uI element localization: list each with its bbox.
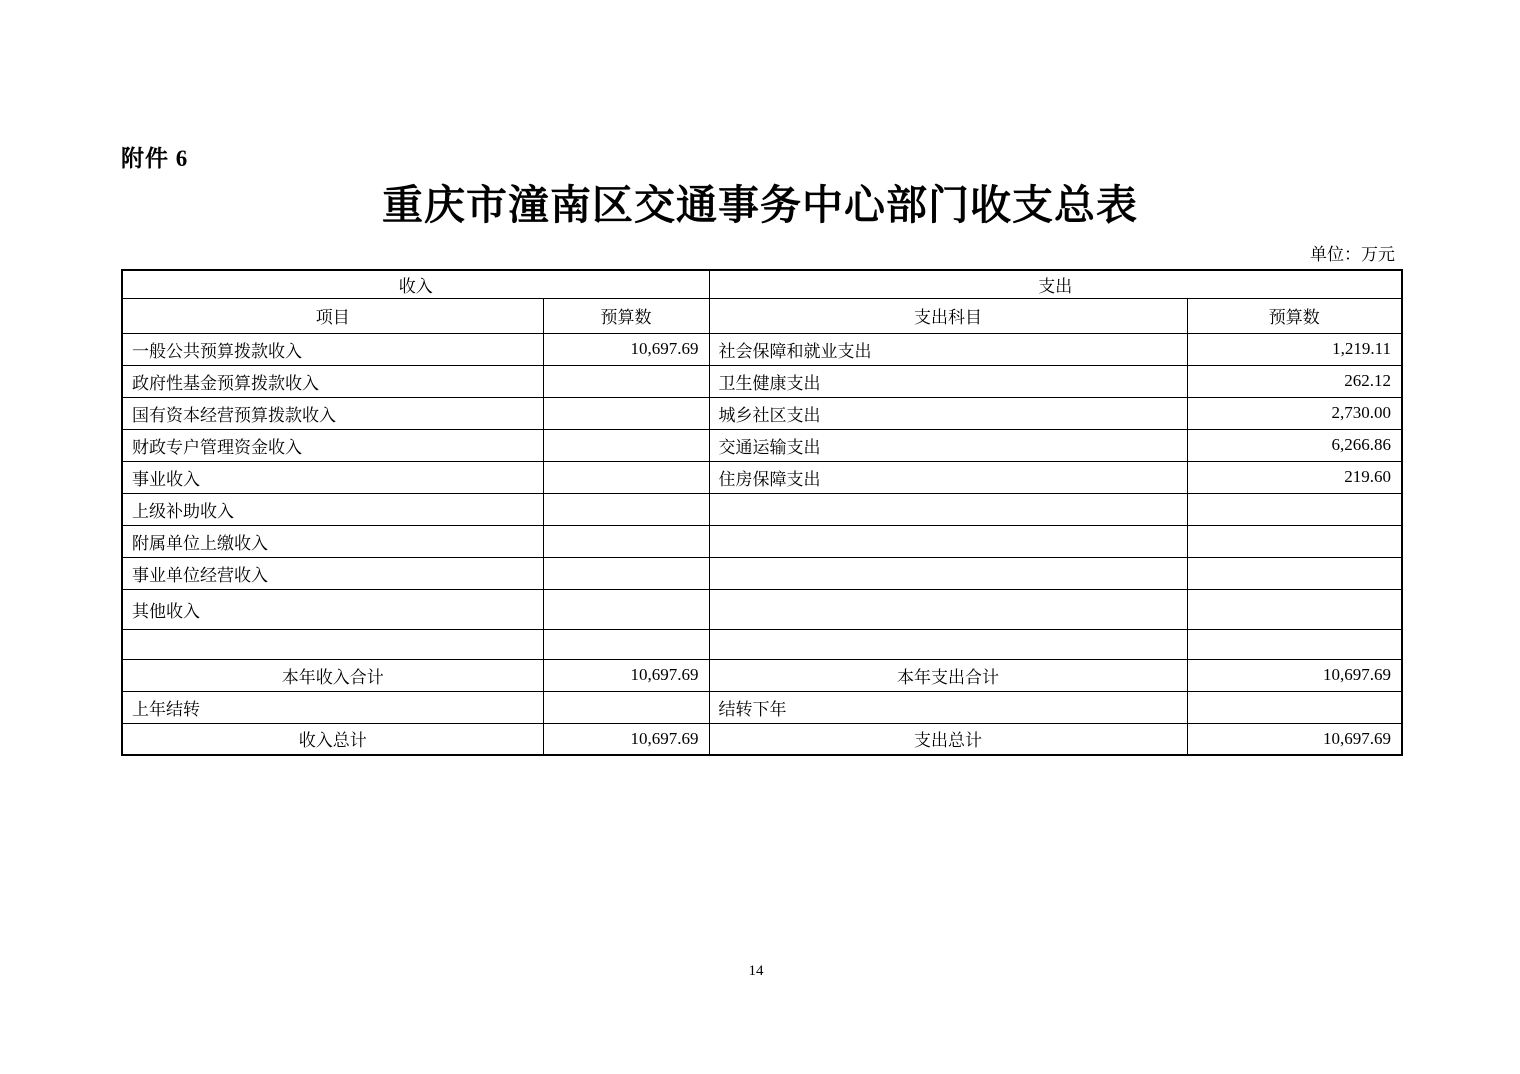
section-header-row — [122, 270, 1402, 298]
expense-value-cell — [1187, 493, 1402, 525]
expense-item-cell: 支出总计 — [709, 723, 1187, 755]
page-title: 重庆市潼南区交通事务中心部门收支总表 — [382, 182, 1138, 228]
income-item-column-header: 项目 — [122, 298, 543, 333]
income-value-cell: 10,697.69 — [543, 723, 709, 755]
income-value-cell — [543, 557, 709, 589]
income-item-cell: 上级补助收入 — [122, 493, 543, 525]
table-row — [122, 659, 1402, 691]
expense-item-cell: 住房保障支出 — [709, 461, 1187, 493]
income-item-cell: 事业收入 — [122, 461, 543, 493]
table-row — [122, 493, 1402, 525]
table-row — [122, 691, 1402, 723]
expense-item-cell — [709, 493, 1187, 525]
income-item-cell: 其他收入 — [122, 589, 543, 629]
expense-value-cell: 262.12 — [1187, 365, 1402, 397]
expense-item-cell: 社会保障和就业支出 — [709, 333, 1187, 365]
income-value-cell — [543, 365, 709, 397]
expense-item-cell: 城乡社区支出 — [709, 397, 1187, 429]
table-row — [122, 589, 1402, 629]
income-item-cell: 事业单位经营收入 — [122, 557, 543, 589]
table-head — [122, 270, 1402, 333]
expense-value-cell: 10,697.69 — [1187, 659, 1402, 691]
expense-item-cell — [709, 557, 1187, 589]
income-item-cell: 收入总计 — [122, 723, 543, 755]
table-row — [122, 629, 1402, 659]
expense-value-cell: 1,219.11 — [1187, 333, 1402, 365]
expense-value-cell: 219.60 — [1187, 461, 1402, 493]
expense-item-cell — [709, 589, 1187, 629]
income-value-cell — [543, 397, 709, 429]
income-item-cell: 本年收入合计 — [122, 659, 543, 691]
expense-item-cell — [709, 525, 1187, 557]
income-value-cell: 10,697.69 — [543, 659, 709, 691]
expense-value-cell: 10,697.69 — [1187, 723, 1402, 755]
table-row — [122, 557, 1402, 589]
table-row — [122, 461, 1402, 493]
expense-section-header: 支出 — [709, 270, 1402, 298]
expense-value-cell — [1187, 691, 1402, 723]
budget-summary-table — [121, 269, 1403, 756]
income-item-cell: 政府性基金预算拨款收入 — [122, 365, 543, 397]
expense-value-cell — [1187, 629, 1402, 659]
table-body — [122, 333, 1402, 755]
expense-value-cell: 6,266.86 — [1187, 429, 1402, 461]
income-budget-column-header: 预算数 — [543, 298, 709, 333]
expense-budget-column-header: 预算数 — [1187, 298, 1402, 333]
column-header-row — [122, 298, 1402, 333]
expense-value-cell — [1187, 557, 1402, 589]
income-item-cell — [122, 629, 543, 659]
expense-item-column-header: 支出科目 — [709, 298, 1187, 333]
income-item-cell: 附属单位上缴收入 — [122, 525, 543, 557]
expense-item-cell: 交通运输支出 — [709, 429, 1187, 461]
income-value-cell — [543, 629, 709, 659]
table-row — [122, 397, 1402, 429]
table-row — [122, 723, 1402, 755]
income-value-cell: 10,697.69 — [543, 333, 709, 365]
expense-item-cell: 结转下年 — [709, 691, 1187, 723]
table-row — [122, 525, 1402, 557]
table-row — [122, 429, 1402, 461]
expense-item-cell: 卫生健康支出 — [709, 365, 1187, 397]
income-value-cell — [543, 461, 709, 493]
expense-value-cell: 2,730.00 — [1187, 397, 1402, 429]
income-value-cell — [543, 691, 709, 723]
income-value-cell — [543, 589, 709, 629]
income-item-cell: 上年结转 — [122, 691, 543, 723]
income-value-cell — [543, 493, 709, 525]
income-value-cell — [543, 525, 709, 557]
expense-value-cell — [1187, 589, 1402, 629]
expense-item-cell — [709, 629, 1187, 659]
expense-item-cell: 本年支出合计 — [709, 659, 1187, 691]
page-number: 14 — [748, 963, 764, 979]
income-value-cell — [543, 429, 709, 461]
table-row — [122, 365, 1402, 397]
attachment-label: 附件 6 — [121, 146, 189, 171]
table-row — [122, 333, 1402, 365]
unit-note: 单位：万元 — [1310, 245, 1395, 264]
income-section-header: 收入 — [122, 270, 709, 298]
income-item-cell: 财政专户管理资金收入 — [122, 429, 543, 461]
income-item-cell: 国有资本经营预算拨款收入 — [122, 397, 543, 429]
income-item-cell: 一般公共预算拨款收入 — [122, 333, 543, 365]
expense-value-cell — [1187, 525, 1402, 557]
